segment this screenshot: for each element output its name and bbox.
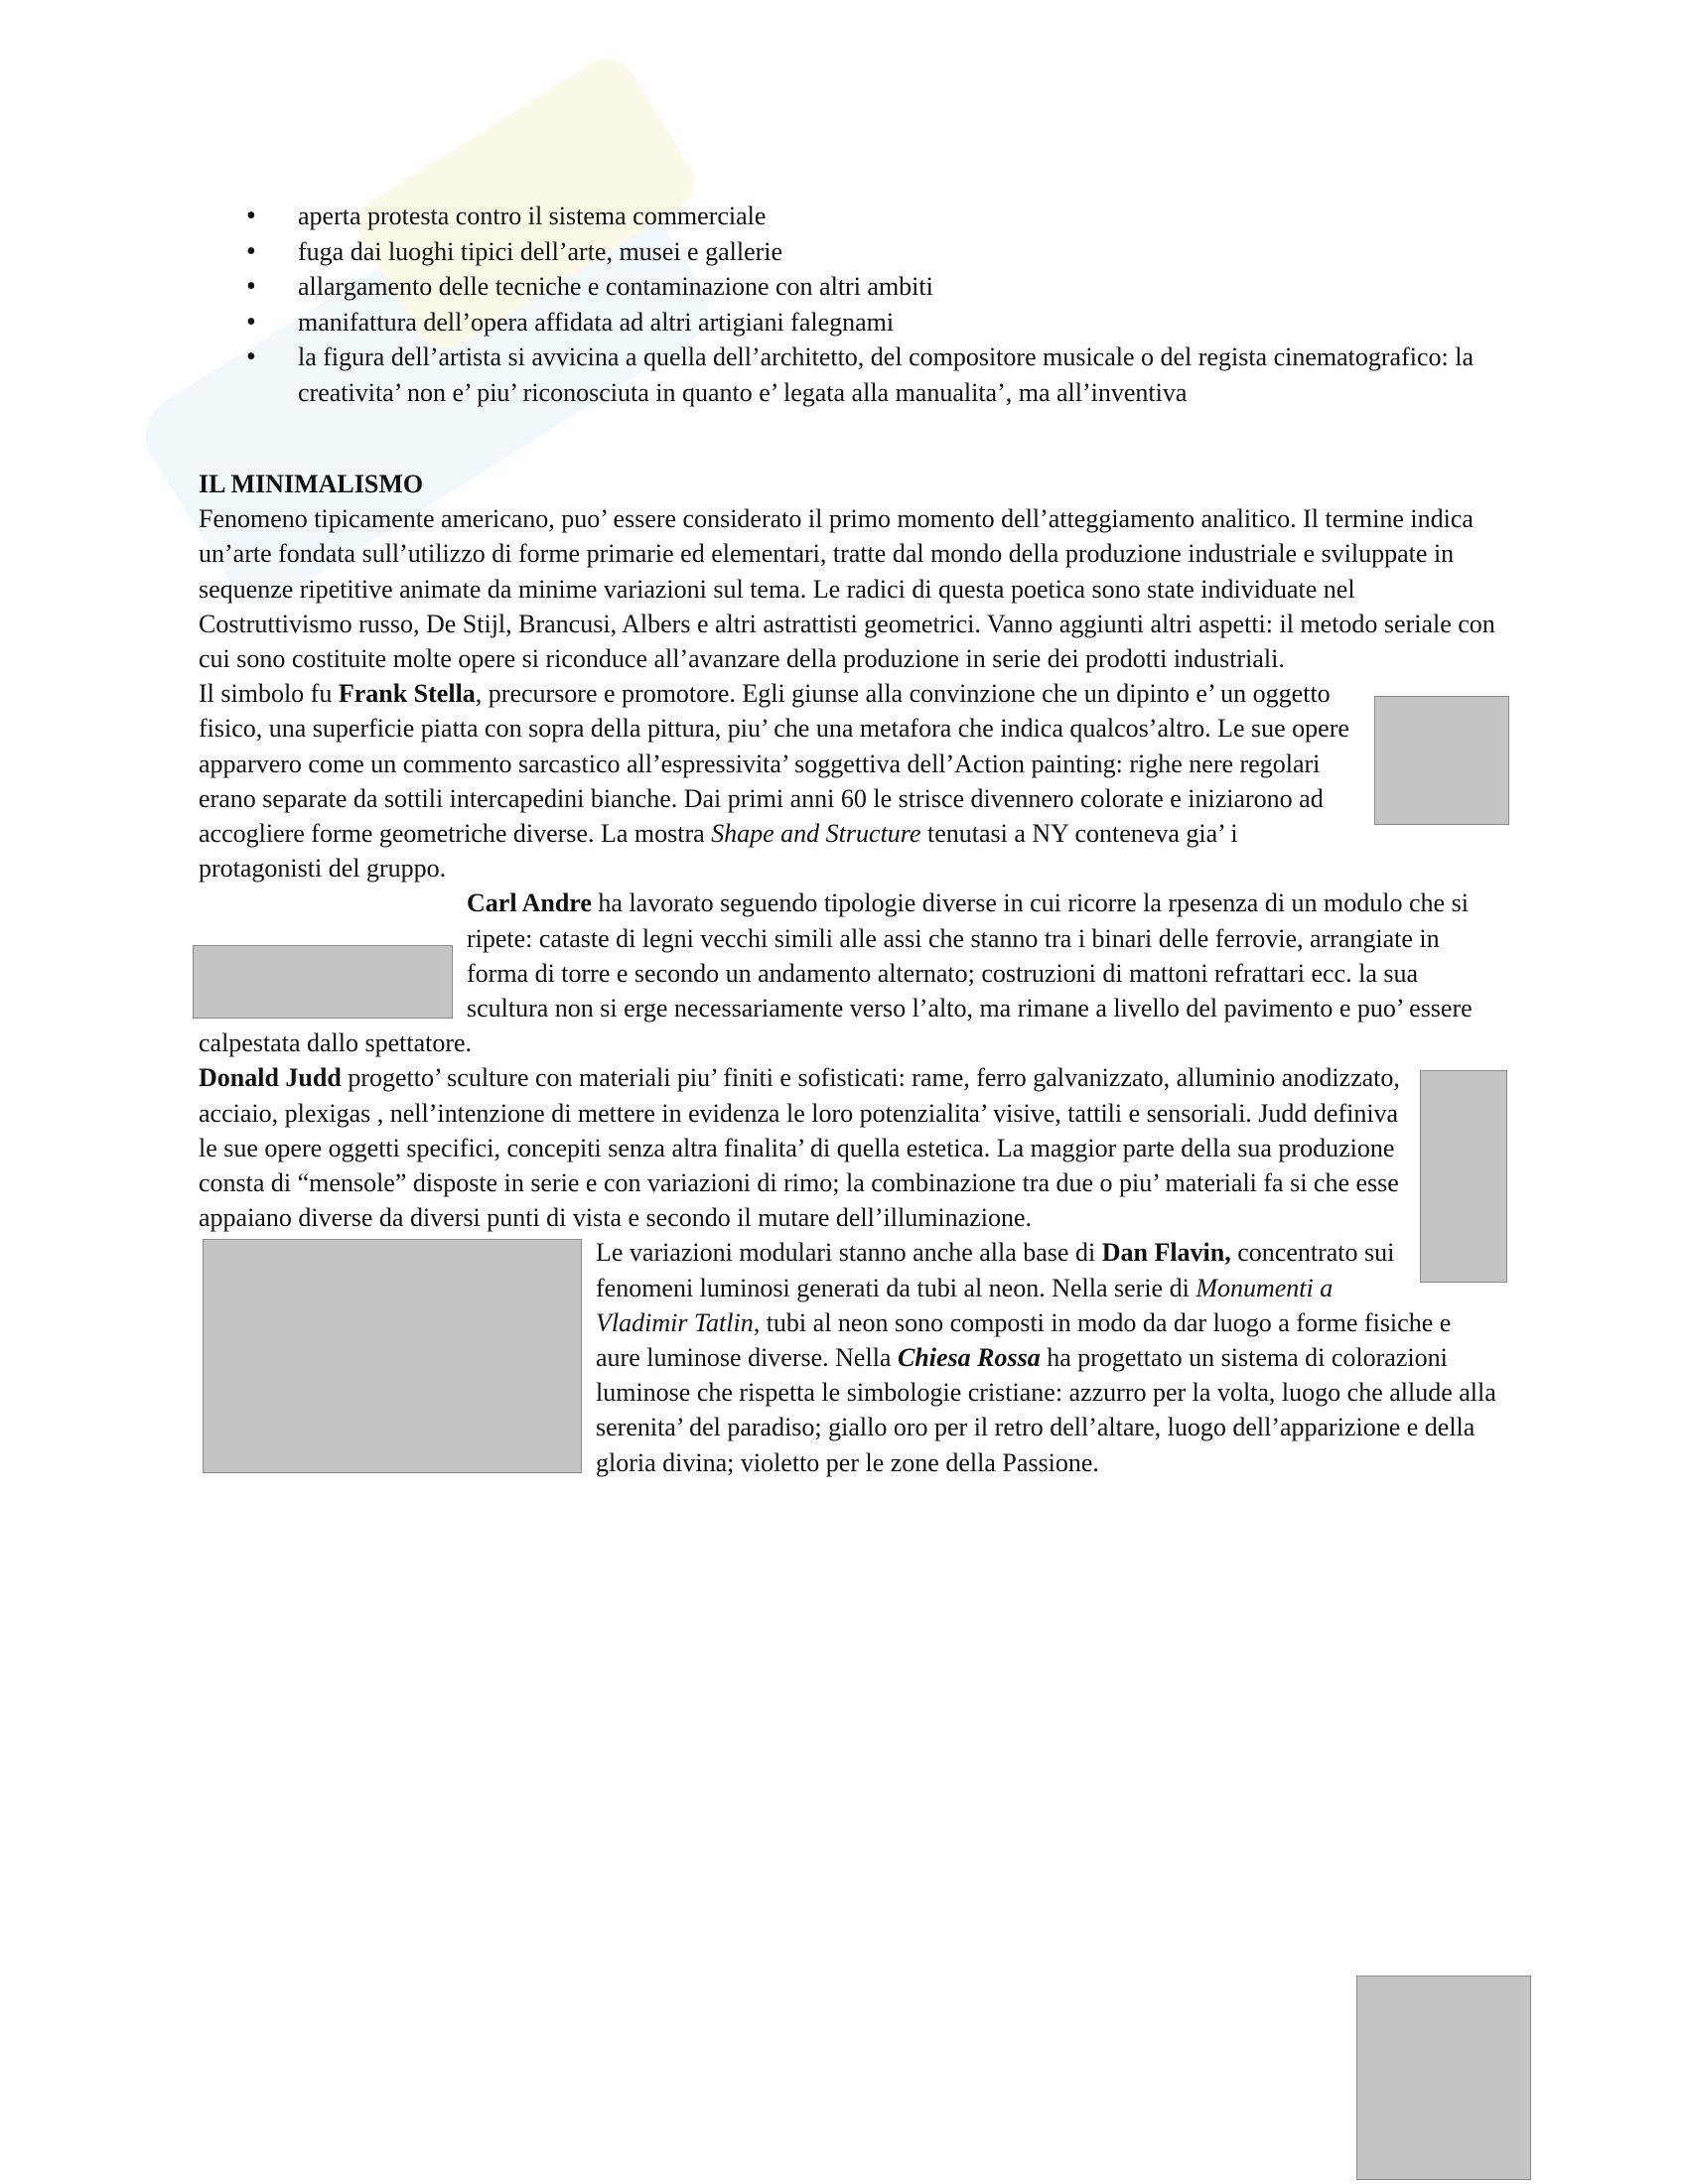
- flavin-text-3: , tubi al neon sono composti in modo da dar luogo a forme fisiche e aure luminose diverse. Nella: [596, 1307, 1452, 1373]
- list-item: • manifattura dell’opera affidata ad altri artigiani falegnami: [236, 305, 1517, 341]
- section-title: IL MINIMALISMO: [199, 470, 424, 498]
- intro-paragraph: Fenomeno tipicamente americano, puo’ essere considerato il primo momento dell’atteggiamento analitico. Il termine indica un’arte fondata sull’utilizzo di forme primarie ed elementari, tratte dal mondo della produzione industriale e sviluppate in sequenze ripetitive animate da minime variazioni sul tema. Le radici di questa poetica sono state individuate nel Costruttivismo russo, De Stijl, Brancusi, Albers e altri astrattisti geometrici. Vanno aggiunti altri aspetti: il metodo seriale con cui sono costituite molte opere si riconduce all’avanzare della produzione in serie dei prodotti industriali.: [199, 504, 1495, 674]
- andre-text: ha lavorato seguendo tipologie diverse in cui ricorre la rpesenza di un modulo che si ripete: cataste di legni vecchi simili alle assi che stanno tra i binari delle ferrovie, arrangiate in forma di torre e secondo un andamento alternato; costruzioni di mattoni refrattari ecc. la sua scultura non si erge necessariamente verso l’alto, ma rimane a livello del pavimento e puo’ essere calpestata dallo spettatore.: [199, 888, 1473, 1058]
- judd-text: progetto’ sculture con materiali piu’ finiti e sofisticati: rame, ferro galvanizzato, alluminio anodizzato, acciaio, plexigas , nell’intenzione di mettere in evidenza le loro potenzialita’ visive, tattili e sensoriali. Judd definiva le sue opere oggetti specifici, concepiti senza altra finalita’ di quella estetica. La maggior parte della sua produzione consta di “mensole” disposte in serie e con variazioni di rimo; la combinazione tra due o piu’ materiali fa si che esse appaiano diverse da diversi punti di vista e secondo il mutare dell’illuminazione.: [199, 1063, 1400, 1233]
- list-item: • la figura dell’artista si avvicina a quella dell’architetto, del compositore musicale o del regista cinematografico: la creativita’ non e’ piu’ riconosciuta in quanto e’ legata alla manualita’, ma all’inventiva: [236, 340, 1517, 410]
- stella-intro: Il simbolo fu: [199, 679, 339, 709]
- list-item: • fuga dai luoghi tipici dell’arte, musei e gallerie: [236, 234, 1517, 270]
- flavin-text-4: ha progettato un sistema di colorazioni luminose che rispetta le simbologie cristiane: azzurro per la volta, luogo che allude alla serenita’ del paradiso; giallo oro per il retro dell’altare, luogo dell’apparizione e della gloria divina; violetto per le zone della Passione.: [596, 1343, 1496, 1477]
- list-item: • allargamento delle tecniche e contaminazione con altri ambiti: [236, 269, 1517, 305]
- list-item: • aperta protesta contro il sistema commerciale: [236, 199, 1517, 234]
- image-placeholder: [1356, 1976, 1531, 2180]
- image-placeholder: [193, 945, 453, 1019]
- church-title: Chiesa Rossa: [897, 1343, 1041, 1373]
- artist-name-judd: Donald Judd: [199, 1063, 342, 1093]
- body-text: [199, 467, 1499, 1480]
- image-placeholder: [1374, 696, 1509, 825]
- artist-name-stella: Frank Stella: [338, 679, 476, 709]
- exhibition-title: Shape and Structure: [711, 819, 921, 849]
- artist-name-flavin: Dan Flavin,: [1101, 1238, 1231, 1268]
- judd-paragraph: [199, 1060, 1499, 1235]
- image-placeholder: [203, 1239, 582, 1473]
- stella-paragraph: [199, 676, 1499, 886]
- flavin-text-1: Le variazioni modulari stanno anche alla base di: [596, 1238, 1102, 1268]
- image-placeholder: [1420, 1070, 1507, 1283]
- feature-list: [236, 199, 1517, 410]
- artist-name-andre: Carl Andre: [467, 888, 592, 918]
- stella-text-1: , precursore e promotore. Egli giunse alla convinzione che un dipinto e’ un oggetto fisico, una superficie piatta con sopra della pittura, piu’ che una metafora che indica qualcos’altro. Le sue opere apparvero come un commento sarcastico all’espressivita’ soggettiva dell’Action painting: righe nere regolari erano separate da sottili intercapedini bianche. Dai primi anni 60 le strisce divennero colorate e iniziarono ad accogliere forme geometriche diverse. La mostra: [199, 679, 1349, 849]
- series-title: Monumenti a Vladimir Tatlin: [596, 1273, 1334, 1337]
- flavin-text-2: concentrato sui fenomeni luminosi generati da tubi al neon. Nella serie di: [596, 1238, 1395, 1302]
- stella-text-2: tenutasi a NY conteneva gia’ i protagonisti del gruppo.: [199, 819, 1238, 884]
